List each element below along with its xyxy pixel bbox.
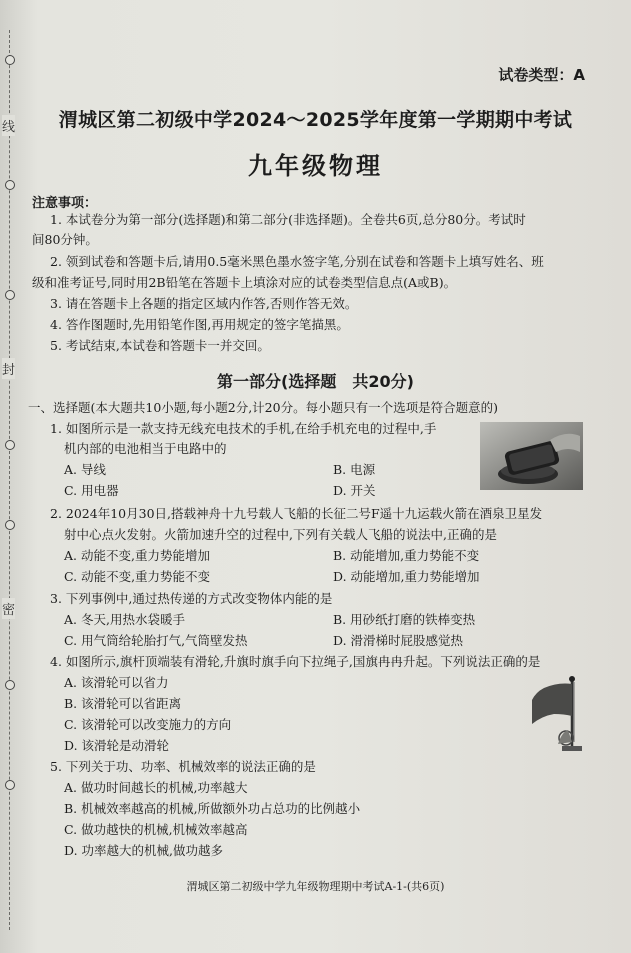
option-c: C. 动能不变,重力势能不变 (64, 569, 211, 584)
option-b: B. 电源 (333, 462, 376, 477)
option-a: A. 该滑轮可以省力 (64, 675, 169, 690)
binding-hole (5, 780, 15, 790)
option-a: A. 冬天,用热水袋暖手 (64, 612, 185, 627)
question-stem: 5. 下列关于功、功率、机械效率的说法正确的是 (50, 759, 316, 774)
exam-title: 渭城区第二初级中学2024～2025学年度第一学期期中考试 (58, 109, 573, 131)
question-stem: 4. 如图所示,旗杆顶端装有滑轮,升旗时旗手向下拉绳子,国旗冉冉升起。下列说法正确的是 (50, 654, 541, 669)
option-a: A. 导线 (64, 462, 106, 477)
option-b: B. 机械效率越高的机械,所做额外功占总功的比例越小 (64, 801, 361, 816)
option-c: C. 用电器 (64, 483, 119, 498)
question-stem: 2. 2024年10月30日,搭载神舟十九号载人飞船的长征二号F遥十九运载火箭在酒泉卫星发 (50, 506, 543, 521)
option-b: B. 该滑轮可以省距离 (64, 696, 182, 711)
binding-hole (5, 520, 15, 530)
question-stem: 3. 下列事例中,通过热传递的方式改变物体内能的是 (50, 591, 333, 606)
section-intro: 一、选择题(本大题共10小题,每小题2分,计20分。每小题只有一个选项是符合题意的) (28, 400, 498, 415)
paper-type-label: 试卷类型：A (498, 66, 585, 84)
option-d: D. 功率越大的机械,做功越多 (64, 843, 223, 858)
option-c: C. 用气筒给轮胎打气,气筒壁发热 (64, 633, 248, 648)
option-d: D. 滑滑梯时屁股感觉热 (333, 633, 464, 648)
note-line: 3. 请在答题卡上各题的指定区域内作答,否则作答无效。 (50, 296, 358, 311)
note-line: 4. 答作图题时,先用铅笔作图,再用规定的签字笔描黑。 (50, 317, 349, 332)
option-a: A. 动能不变,重力势能增加 (64, 548, 210, 563)
binding-hole (5, 440, 15, 450)
binding-char-mi: 密 (2, 598, 15, 619)
option-d: D. 该滑轮是动滑轮 (64, 738, 170, 753)
question-stem: 机内部的电池相当于电路中的 (64, 441, 227, 456)
binding-hole (5, 290, 15, 300)
binding-char-xian: 线 (2, 115, 15, 136)
note-line: 1. 本试卷分为第一部分(选择题)和第二部分(非选择题)。全卷共6页,总分80分。考试时 (50, 212, 526, 227)
note-line: 间80分钟。 (32, 232, 98, 247)
page-footer: 渭城区第二初级中学九年级物理期中考试A-1-(共6页) (186, 880, 445, 893)
note-line: 5. 考试结束,本试卷和答题卡一并交回。 (50, 338, 270, 353)
wireless-charging-phone-image (480, 422, 583, 490)
note-line: 2. 领到试卷和答题卡后,请用0.5毫米黑色墨水签字笔,分别在试卷和答题卡上填写姓名、班 (50, 254, 544, 269)
section-heading: 第一部分(选择题 共20分) (217, 372, 414, 391)
question-stem: 射中心点火发射。火箭加速升空的过程中,下列有关载人飞船的说法中,正确的是 (64, 527, 497, 542)
option-c: C. 该滑轮可以改变施力的方向 (64, 717, 232, 732)
exam-subtitle: 九年级物理 (248, 152, 383, 180)
option-b: B. 动能增加,重力势能不变 (333, 548, 480, 563)
option-b: B. 用砂纸打磨的铁棒变热 (333, 612, 476, 627)
binding-char-feng: 封 (2, 358, 15, 379)
option-c: C. 做功越快的机械,机械效率越高 (64, 822, 248, 837)
binding-hole (5, 180, 15, 190)
binding-hole (5, 55, 15, 65)
option-a: A. 做功时间越长的机械,功率越大 (64, 780, 248, 795)
note-line: 级和准考证号,同时用2B铅笔在答题卡上填涂对应的试卷类型信息点(A或B)。 (32, 275, 457, 290)
binding-hole (5, 680, 15, 690)
flagpole-pulley-image (528, 672, 586, 754)
notes-heading: 注意事项： (32, 196, 98, 211)
option-d: D. 动能增加,重力势能增加 (333, 569, 480, 584)
question-stem: 1. 如图所示是一款支持无线充电技术的手机,在给手机充电的过程中,手 (50, 421, 437, 436)
option-d: D. 开关 (333, 483, 376, 498)
